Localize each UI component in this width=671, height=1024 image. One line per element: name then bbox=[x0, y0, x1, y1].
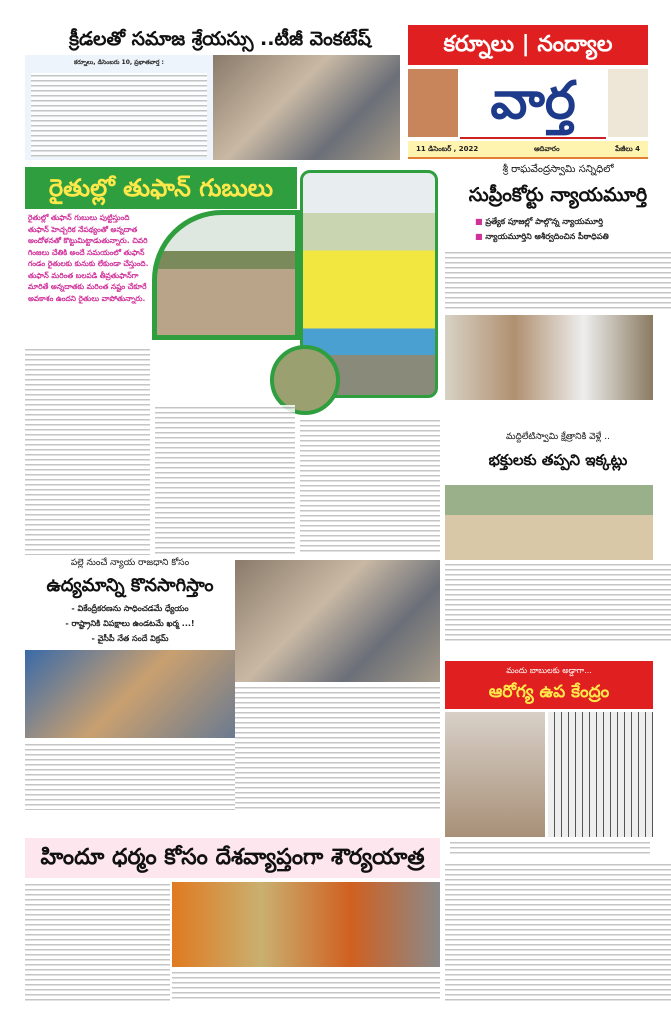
sports-headline: క్రీడలతో సమాజ శ్రేయస్సు ..టీజీ వెంకటేష్ bbox=[69, 28, 371, 50]
court-bullet: ■ ప్రత్యేక పూజల్లో పాల్గొన్న న్యాయమూర్తి bbox=[475, 217, 604, 226]
capital-body-col2 bbox=[235, 685, 440, 810]
fort-image bbox=[408, 69, 458, 137]
farmers-headline: రైతుల్లో తుఫాన్ గుబులు bbox=[25, 167, 297, 209]
capital-bullet: - రాష్ట్రానికి విపక్షాలు ఉండటమే ఖర్మ ...! bbox=[65, 619, 195, 628]
capital-bullet: - వికేంద్రీకరణను సాధించడమే ధ్యేయం bbox=[71, 604, 189, 613]
farmers-body-col1 bbox=[25, 347, 150, 555]
yatra-body-col2 bbox=[172, 970, 440, 1002]
yatra-procession-photo bbox=[172, 882, 440, 967]
health-body-text bbox=[445, 862, 671, 1002]
court-kicker: శ్రీ రాఘవేంద్రస్వామి సన్నిధిలో bbox=[502, 164, 614, 175]
sports-event-photo bbox=[213, 55, 400, 160]
health-header bbox=[445, 661, 653, 709]
capital-bullets bbox=[25, 601, 235, 646]
devotees-body-text bbox=[445, 562, 671, 642]
capital-bullet: - వైసీపీ నేత సందే విక్రమ్ bbox=[91, 634, 169, 643]
sports-text-box bbox=[25, 55, 213, 160]
yatra-body-col1 bbox=[25, 882, 170, 1002]
yatra-headline: హిందూ ధర్మం కోసం దేశవ్యాప్తంగా శౌర్యయాత్ర bbox=[25, 838, 440, 878]
issue-date: 11 డిసెంబర్ , 2022 bbox=[416, 145, 479, 153]
masthead-region: కర్నూలు | నంద్యాల bbox=[408, 25, 648, 65]
farmers-body-col2 bbox=[155, 405, 295, 555]
court-puja-photo bbox=[445, 315, 653, 400]
health-headline: ఆరోగ్య ఉప కేంద్రం bbox=[488, 682, 610, 702]
health-centre-photo-2 bbox=[548, 712, 653, 837]
page-count: పేజీలు 4 bbox=[615, 145, 640, 153]
devotees-road-photo bbox=[445, 485, 653, 560]
sports-body-text bbox=[31, 73, 207, 157]
farmers-lede: రైతుల్లో తుఫాన్ గుబులు పుట్టిస్తుంది తుఫాన్ హెచ్చరిక నేపథ్యంతో అన్నదాత అందోళనతో కొట్టుమిట్టాడుతున్నారు. చివరి గింజలు చేతికి అందే సమయంలో తుఫాన్ గండం రైతులకు కునుకు లేకుండా చేస్తుంది. తుఫాన్ మరింత బలపడి తీవ్రతుఫాన్‌గా మారితే అన్నదాతకు మరింత నష్టం చేకూరే అవకాశం ఉందని రైతులు వాపోతున్నారు. bbox=[28, 213, 149, 303]
devotees-kicker: మద్దిలేటిస్వామి క్షేత్రానికి వెళ్లే .. bbox=[506, 432, 610, 442]
issue-day: ఆదివారం bbox=[533, 145, 560, 153]
court-headline: సుప్రీంకోర్టు న్యాయమూర్తి bbox=[468, 184, 648, 206]
capital-crowd-photo bbox=[25, 650, 235, 738]
capital-headline: ఉద్యమాన్ని కొనసాగిస్తాం bbox=[46, 575, 214, 596]
farmers-drying-photo bbox=[152, 210, 300, 340]
capital-heading-group bbox=[25, 556, 235, 646]
capital-kicker: పల్లె నుంచే న్యాయ రాజధాని కోసం bbox=[70, 558, 190, 568]
court-heading-group bbox=[445, 163, 671, 209]
devotees-heading-group bbox=[445, 430, 671, 472]
farmers-body-col3 bbox=[300, 418, 440, 555]
court-bullet: ■ న్యాయమూర్తిని ఆశీర్వదించిన పీఠాధిపతి bbox=[475, 232, 609, 241]
masthead bbox=[408, 25, 648, 160]
capital-body-col1 bbox=[25, 742, 235, 810]
devotees-headline: భక్తులకు తప్పని ఇక్కట్లు bbox=[488, 451, 628, 469]
masthead-date-bar bbox=[408, 141, 648, 159]
court-body-text bbox=[445, 250, 671, 312]
nandi-image bbox=[608, 69, 648, 137]
sports-dateline: కర్నూలు, డిసెంబరు 10, ప్రభాతవార్త : bbox=[74, 59, 164, 66]
court-bullets bbox=[475, 214, 609, 244]
masthead-title: వార్త bbox=[460, 65, 606, 139]
health-photo-captions bbox=[450, 840, 650, 856]
health-centre-photo-1 bbox=[445, 712, 545, 837]
capital-rally-photo bbox=[235, 560, 440, 682]
health-kicker: మందు బాబులకు అడ్డాగా... bbox=[506, 666, 592, 675]
